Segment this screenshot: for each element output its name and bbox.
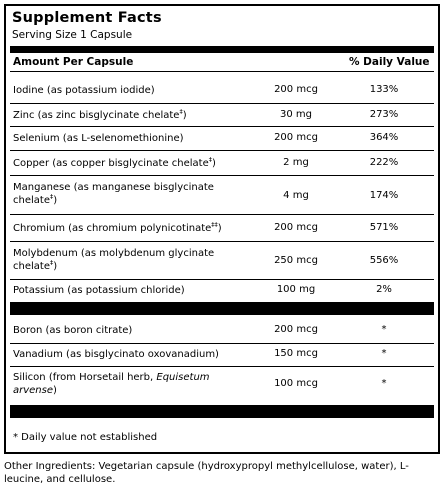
footnote-mark: ‡ <box>179 107 183 116</box>
serving-size: Serving Size 1 Capsule <box>12 29 133 41</box>
nutrient-amount: 200 mcg <box>274 222 318 233</box>
footnote-mark: ‡‡ <box>211 220 218 229</box>
nutrient-row-potassium <box>10 280 434 302</box>
nutrient-daily-value: 133% <box>369 84 399 95</box>
thick-divider-bottom <box>10 405 434 418</box>
nutrient-name: Silicon (from Horsetail herb, Equisetum arvense) <box>13 372 210 396</box>
nutrient-row-molybdenum <box>10 242 434 280</box>
nutrient-amount: 200 mcg <box>274 324 318 335</box>
nutrient-daily-value: 571% <box>369 222 399 233</box>
thick-divider-top <box>10 46 434 53</box>
nutrient-amount: 100 mcg <box>274 378 318 389</box>
nutrient-amount: 4 mg <box>283 190 309 201</box>
nutrient-row-selenium <box>10 127 434 151</box>
nutrient-name: Potassium (as potassium chloride) <box>13 285 185 296</box>
nutrient-amount: 30 mg <box>280 109 312 120</box>
daily-value-footnote: * Daily value not established <box>13 432 158 443</box>
column-header-row <box>10 53 434 72</box>
nutrient-name: Iodine (as potassium iodide) <box>13 85 155 96</box>
nutrient-name: Boron (as boron citrate) <box>13 325 133 336</box>
panel-title: Supplement Facts <box>12 10 162 26</box>
nutrient-daily-value: 364% <box>369 132 399 143</box>
nutrient-daily-value: 556% <box>369 255 399 266</box>
daily-value-header: % Daily Value <box>349 56 430 68</box>
nutrient-daily-value: 273% <box>369 109 399 120</box>
nutrient-row-iodine <box>10 78 434 104</box>
other-ingredients: Other Ingredients: Vegetarian capsule (hydroxypropyl methylcellulose, water), L-leucine, and cellulose. <box>4 461 409 485</box>
nutrient-row-copper <box>10 151 434 176</box>
nutrient-daily-value: * <box>381 378 387 389</box>
nutrient-name: Molybdenum (as molybdenum glycinate chelate‡) <box>13 248 215 272</box>
nutrient-name: Selenium (as L-selenomethionine) <box>13 133 184 144</box>
nutrient-amount: 2 mg <box>283 157 309 168</box>
nutrient-row-chromium <box>10 215 434 242</box>
nutrient-daily-value: 2% <box>376 284 392 295</box>
nutrient-name: Chromium (as chromium polynicotinate‡‡) <box>13 220 222 234</box>
nutrient-row-silicon <box>10 367 434 405</box>
supplement-facts-panel <box>4 4 440 454</box>
nutrient-daily-value: 174% <box>369 190 399 201</box>
amount-per-capsule-header: Amount Per Capsule <box>13 56 134 68</box>
nutrient-daily-value: * <box>381 324 387 335</box>
nutrient-daily-value: * <box>381 348 387 359</box>
nutrient-name: Copper (as copper bisglycinate chelate‡) <box>13 155 216 169</box>
botanical-name: Equisetum arvense <box>13 372 210 396</box>
nutrient-name: Manganese (as manganese bisglycinate chelate‡) <box>13 182 214 206</box>
thick-divider-middle <box>10 302 434 315</box>
nutrient-row-manganese <box>10 176 434 215</box>
nutrient-row-boron <box>10 319 434 344</box>
footnote-mark: ‡ <box>208 155 213 164</box>
nutrient-name: Vanadium (as bisglycinato oxovanadium) <box>13 349 219 360</box>
nutrient-daily-value: 222% <box>369 157 399 168</box>
footnote-mark: ‡ <box>49 258 54 267</box>
nutrient-amount: 200 mcg <box>274 132 318 143</box>
nutrient-row-zinc <box>10 104 434 127</box>
nutrient-amount: 200 mcg <box>274 84 318 95</box>
nutrient-name: Zinc (as zinc bisglycinate chelate‡) <box>13 107 187 121</box>
nutrient-amount: 250 mcg <box>274 255 318 266</box>
nutrient-amount: 150 mcg <box>274 348 318 359</box>
nutrient-row-vanadium <box>10 344 434 367</box>
footnote-mark: ‡ <box>49 192 54 201</box>
nutrient-amount: 100 mg <box>276 284 316 295</box>
